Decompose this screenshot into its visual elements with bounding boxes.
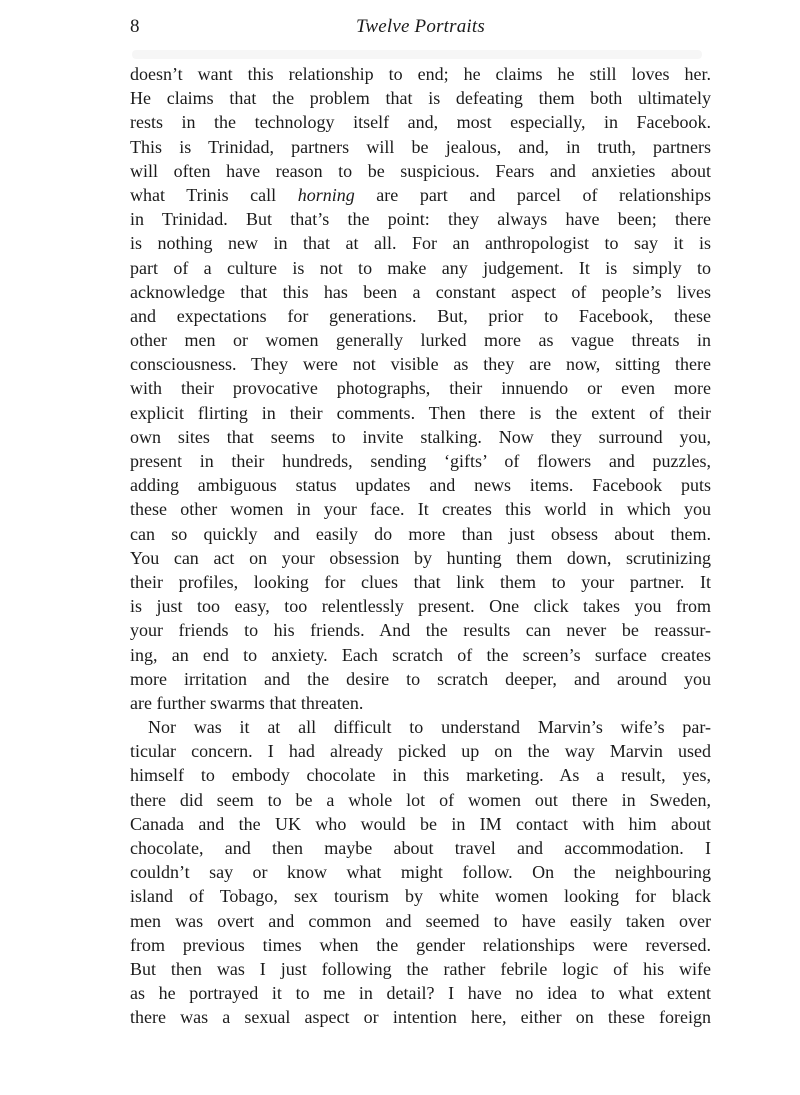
text-line: from previous times when the gender relationships were reversed.	[130, 934, 711, 955]
text-line: island of Tobago, sex tourism by white women looking for black	[130, 886, 711, 907]
text-line: This is Trinidad, partners will be jealous, and, in truth, partners	[130, 136, 711, 157]
text-line: acknowledge that this has been a constant aspect of people’s lives	[130, 281, 711, 302]
text-line: and expectations for generations. But, prior to Facebook, these	[130, 305, 711, 326]
text-line: in Trinidad. But that’s the point: they always have been; there	[130, 209, 711, 230]
text-line: these other women in your face. It creates this world in which you	[130, 499, 711, 520]
text-line: Canada and the UK who would be in IM contact with him about	[130, 813, 711, 834]
text-line: himself to embody chocolate in this marketing. As a result, yes,	[130, 765, 711, 786]
text-line: can so quickly and easily do more than just obsess about them.	[130, 523, 711, 544]
text-line: ticular concern. I had already picked up on the way Marvin used	[130, 741, 711, 762]
text-line: own sites that seems to invite stalking. Now they surround you,	[130, 426, 711, 447]
text-line: ing, an end to anxiety. Each scratch of the screen’s surface creates	[130, 644, 711, 665]
page-number: 8	[130, 16, 140, 37]
text-line: But then was I just following the rather febrile logic of his wife	[130, 958, 711, 979]
paragraph	[130, 62, 711, 715]
text-line: adding ambiguous status updates and news items. Facebook puts	[130, 475, 711, 496]
scan-artifact	[132, 50, 702, 59]
text-line: men was overt and common and seemed to have easily taken over	[130, 910, 711, 931]
text-line: will often have reason to be suspicious. Fears and anxieties about	[130, 160, 711, 181]
text-line: there was a sexual aspect or intention here, either on these foreign	[130, 1007, 711, 1028]
text-line: is nothing new in that at all. For an anthropologist to say it is	[130, 233, 711, 254]
text-line: doesn’t want this relationship to end; he claims he still loves her.	[130, 64, 711, 84]
text-line: other men or women generally lurked more as vague threats in	[130, 330, 711, 351]
text-line: what Trinis call horning are part and parcel of relationships	[130, 184, 711, 205]
text-line: chocolate, and then maybe about travel and accommodation. I	[130, 838, 711, 858]
text-line: their profiles, looking for clues that link them to your partner. It	[130, 571, 711, 592]
text-line: consciousness. They were not visible as they are now, sitting there	[130, 354, 711, 375]
text-line: as he portrayed it to me in detail? I have no idea to what extent	[130, 983, 711, 1004]
text-line: rests in the technology itself and, most especially, in Facebook.	[130, 112, 711, 133]
text-line: couldn’t say or know what might follow. On the neighbouring	[130, 862, 711, 883]
text-line: explicit flirting in their comments. Then there is the extent of their	[130, 402, 711, 423]
page-header	[130, 16, 711, 42]
text-line: there did seem to be a whole lot of women out there in Sweden,	[130, 789, 711, 810]
text-line: more irritation and the desire to scratch deeper, and around you	[130, 668, 711, 689]
paragraph	[130, 715, 711, 1029]
text-line: Nor was it at all difficult to understand Marvin’s wife’s par-	[148, 717, 711, 738]
text-line: with their provocative photographs, their innuendo or even more	[130, 378, 711, 399]
text-line: present in their hundreds, sending ‘gifts’ of flowers and puzzles,	[130, 451, 711, 471]
text-line: He claims that the problem that is defeating them both ultimately	[130, 88, 711, 109]
text-line: part of a culture is not to make any judgement. It is simply to	[130, 257, 711, 278]
running-title: Twelve Portraits	[356, 16, 485, 37]
text-line: is just too easy, too relentlessly present. One click takes you from	[130, 596, 711, 617]
italic-term: horning	[297, 184, 355, 205]
text-line: your friends to his friends. And the results can never be reassur-	[130, 620, 711, 641]
body-text	[130, 62, 711, 1030]
text-line: You can act on your obsession by hunting them down, scrutinizing	[130, 547, 711, 568]
text-line: are further swarms that threaten.	[130, 692, 364, 713]
